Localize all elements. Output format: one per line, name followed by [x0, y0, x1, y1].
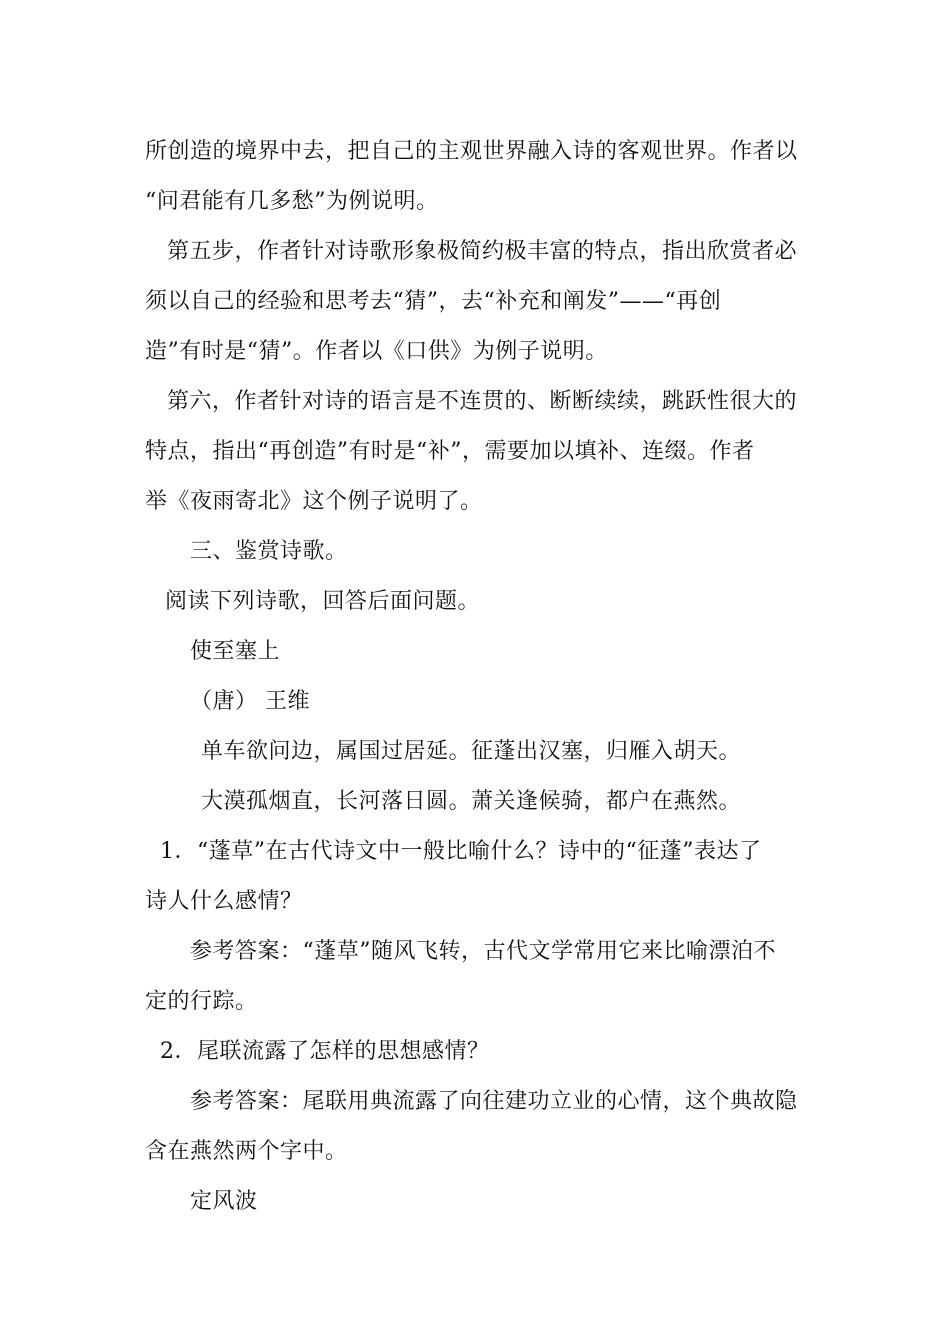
section-heading: 三、鉴赏诗歌。	[190, 539, 348, 564]
paragraph-line: 举《夜雨寄北》这个例子说明了。	[145, 489, 483, 514]
question-line: 1．“蓬草”在古代诗文中一般比喻什么？诗中的“征蓬”表达了	[160, 839, 762, 864]
poem-title: 定风波	[190, 1189, 258, 1214]
paragraph-line: 特点，指出“再创造”有时是“补”，需要加以填补、连缀。作者	[145, 439, 755, 464]
instruction-line: 阅读下列诗歌，回答后面问题。	[165, 589, 481, 614]
paragraph-line: 造”有时是“猜”。作者以《口供》为例子说明。	[145, 339, 608, 364]
paragraph-line: 须以自己的经验和思考去“猜”，去“补充和阐发”——“再创	[145, 289, 722, 314]
poem-title: 使至塞上	[190, 639, 281, 664]
question-line: 诗人什么感情？	[145, 889, 303, 914]
answer-line: 参考答案：尾联用典流露了向往建功立业的心情，这个典故隐	[190, 1089, 798, 1114]
answer-line: 定的行踪。	[145, 989, 258, 1014]
question-line: 2．尾联流露了怎样的思想感情？	[160, 1039, 490, 1064]
answer-line: 参考答案：“蓬草”随风飞转，古代文学常用它来比喻漂泊不	[190, 939, 776, 964]
poem-author: （唐） 王维	[190, 689, 310, 714]
paragraph-line: 第六，作者针对诗的语言是不连贯的、断断续续，跳跃性很大的	[167, 389, 798, 414]
paragraph-line: 第五步，作者针对诗歌形象极简约极丰富的特点，指出欣赏者必	[167, 239, 798, 264]
paragraph-line: 所创造的境界中去，把自己的主观世界融入诗的客观世界。作者以	[145, 139, 798, 164]
poem-line: 单车欲问边，属国过居延。征蓬出汉塞，归雁入胡天。	[201, 739, 742, 764]
poem-line: 大漠孤烟直，长河落日圆。萧关逢候骑，都户在燕然。	[201, 789, 742, 814]
paragraph-line: “问君能有几多愁”为例说明。	[145, 189, 439, 214]
answer-line: 含在燕然两个字中。	[145, 1139, 348, 1164]
